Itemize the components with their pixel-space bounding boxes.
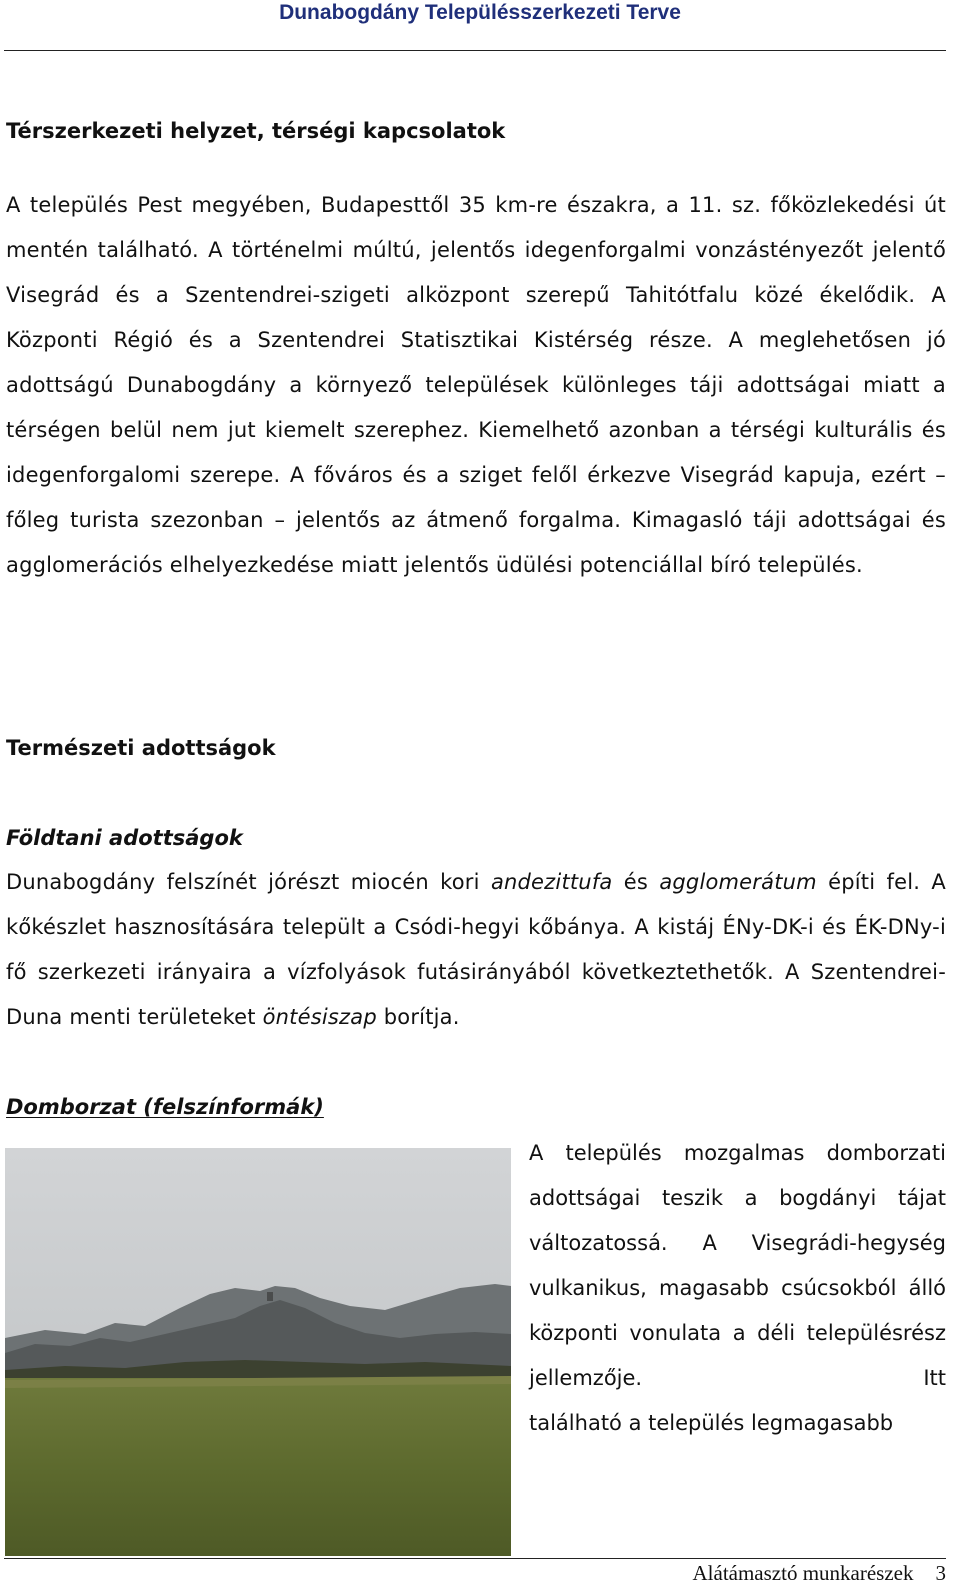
page-number: 3	[935, 1561, 946, 1585]
paragraph-relief: A település mozgalmas domborzati adottságai teszik a bogdányi tájat változatossá. A Visegrádi-hegység vulkanikus, magasabb csúcsokból álló központi vonulata a déli településrész jellemzője. Itt található a település legmagasabb	[529, 1141, 946, 1435]
header-rule	[4, 50, 946, 51]
subheading-geology: Földtani adottságok	[6, 826, 243, 850]
paragraph-geology: Dunabogdány felszínét jórészt miocén kori andezittufa és agglomerátum építi fel. A kőkészlet hasznosítására települt a Csódi-hegyi kőbánya. A kistáj ÉNy-DK-i és ÉK-DNy-i fő szerkezeti irányaira a vízfolyások futásirányából következtethetők. A Szentendrei-Duna menti területeket öntésiszap borítja.	[6, 870, 947, 1029]
subheading-relief: Domborzat (felszínformák)	[6, 1095, 324, 1119]
landscape-photo	[5, 1148, 511, 1556]
document-header-title: Dunabogdány Településszerkezeti Terve	[279, 1, 681, 24]
footer-rule	[4, 1558, 946, 1559]
section-heading-spatial: Térszerkezeti helyzet, térségi kapcsolatok	[6, 119, 506, 143]
paragraph-spatial: A település Pest megyében, Budapesttől 35 km-re északra, a 11. sz. főközlekedési út mentén található. A történelmi múltú, jelentős idegenforgalmi vonzástényezőt jelentő Visegrád és a Szentendrei-szigeti alközpont szerepű Tahitótfalu közé ékelődik. A Központi Régió és a Szentendrei Statisztikai Kistérség része. A meglehetősen jó adottságú Dunabogdány a környező települések különleges táji adottságai miatt a térségen belül nem jut kiemelt szerephez. Kiemelhető azonban a térségi kulturális és idegenforgalomi szerepe. A főváros és a sziget felől érkezve Visegrád kapuja, ezért – főleg turista szezonban – jelentős az átmenő forgalma. Kimagasló táji adottságai és agglomerációs elhelyezkedése miatt jelentős üdülési potenciállal bíró település.	[6, 193, 946, 577]
footer-label: Alátámasztó munkarészek	[692, 1561, 914, 1585]
page-footer	[693, 1560, 947, 1586]
section-heading-natural: Természeti adottságok	[6, 736, 276, 760]
